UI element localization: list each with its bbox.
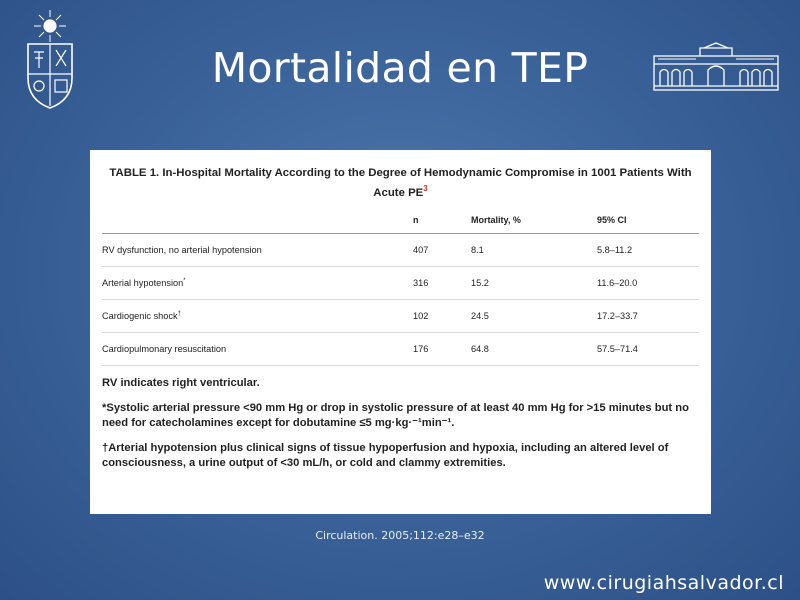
citation: Circulation. 2005;112:e28–e32	[315, 529, 485, 542]
table-note-hypotension: *Systolic arterial pressure <90 mm Hg or drop in systolic pressure of at least 40 mm Hg for >15 minutes but no need for catecholamines except for dobutamine ≤5 mg·kg·⁻¹min⁻¹.	[102, 401, 689, 429]
row-mortality: 24.5	[471, 299, 597, 332]
header-ci: 95% CI	[597, 215, 699, 234]
table-row	[102, 233, 699, 266]
row-label-text: Cardiogenic shock	[102, 310, 178, 321]
row-mortality: 8.1	[471, 233, 597, 266]
row-ci: 57.5–71.4	[597, 332, 699, 365]
table-row	[102, 266, 699, 299]
row-ci: 17.2–33.7	[597, 299, 699, 332]
table-caption-text: TABLE 1. In-Hospital Mortality According to the Degree of Hemodynamic Compromise in 1001 Patients With Acute PE	[109, 167, 692, 199]
mortality-table	[102, 215, 699, 366]
row-mortality: 15.2	[471, 266, 597, 299]
row-label	[102, 266, 413, 299]
table-note-shock: †Arterial hypotension plus clinical signs of tissue hypoperfusion and hypoxia, including an altered level of consciousness, a urine output of <30 mL/h, or cold and clammy extremities.	[102, 441, 669, 469]
row-label-text: RV dysfunction, no arterial hypotension	[102, 244, 262, 255]
header-mortality: Mortality, %	[471, 215, 597, 234]
header-n: n	[413, 215, 471, 234]
mortality-table-card	[90, 150, 711, 514]
row-ci: 5.8–11.2	[597, 233, 699, 266]
table-caption	[102, 162, 699, 201]
row-n: 176	[413, 332, 471, 365]
caption-reference[interactable]: 3	[423, 184, 428, 193]
row-label	[102, 332, 413, 365]
row-label	[102, 299, 413, 332]
table-header-row	[102, 215, 699, 234]
table-row	[102, 299, 699, 332]
row-n: 102	[413, 299, 471, 332]
row-ci: 11.6–20.0	[597, 266, 699, 299]
row-n: 316	[413, 266, 471, 299]
row-n: 407	[413, 233, 471, 266]
table-note-abbreviation: RV indicates right ventricular.	[102, 376, 260, 389]
header-label	[102, 215, 413, 234]
row-footnote-mark: *	[183, 277, 186, 284]
row-label-text: Cardiopulmonary resuscitation	[102, 343, 227, 354]
table-row	[102, 332, 699, 365]
row-footnote-mark: †	[177, 310, 181, 317]
row-label-text: Arterial hypotension	[102, 277, 184, 288]
row-mortality: 64.8	[471, 332, 597, 365]
row-label	[102, 233, 413, 266]
slide-title: Mortalidad en TEP	[211, 44, 589, 92]
website-link[interactable]: www.cirugiahsalvador.cl	[543, 572, 784, 594]
